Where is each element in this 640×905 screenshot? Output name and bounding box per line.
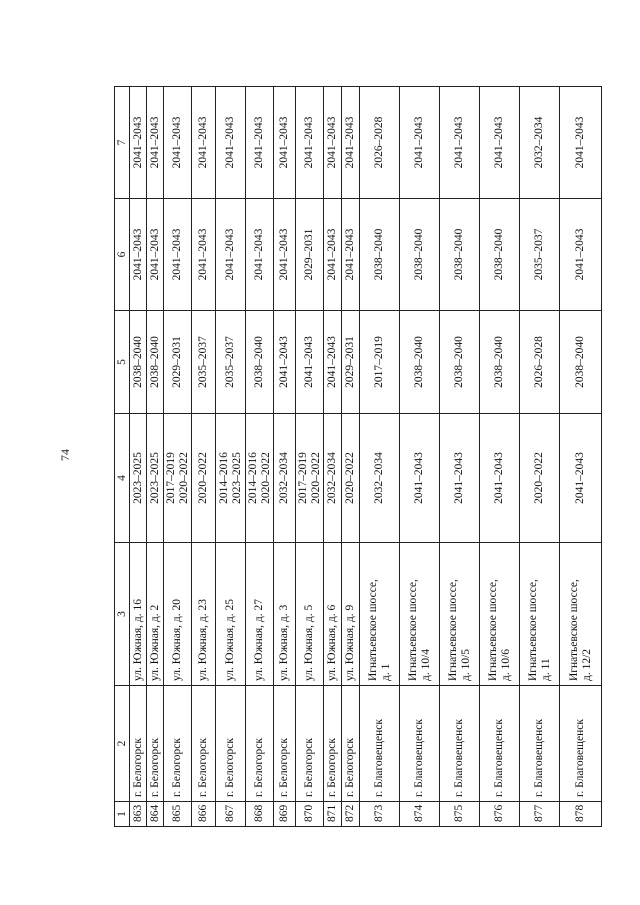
period-col7-cell: 2041–2043: [342, 87, 360, 199]
table-row: [560, 87, 602, 827]
address-cell-line: Игнатьевское шоссе,: [407, 579, 420, 681]
table-row: [324, 87, 342, 827]
period-col7-cell: 2041–2043: [560, 87, 602, 199]
period-col5-cell: 2035–2037: [216, 311, 246, 414]
period-col7-cell: 2041–2043: [400, 87, 440, 199]
table-row: [274, 87, 296, 827]
period-col5-cell: 2041–2043: [274, 311, 296, 414]
city-cell: г. Белогорск: [296, 686, 324, 802]
table-row: [130, 87, 147, 827]
page-number: 74: [58, 449, 72, 461]
header-cell: 7: [115, 87, 130, 199]
period-col4-cell-line: 2014–2016: [247, 452, 260, 504]
period-col7-cell: 2041–2043: [147, 87, 164, 199]
period-col4-cell-line: 2023–2025: [131, 452, 144, 504]
address-cell-line: Игнатьевское шоссе,: [487, 579, 500, 681]
period-col4-cell: [400, 414, 440, 543]
address-cell: [216, 543, 246, 686]
table-row: [147, 87, 164, 827]
row-number-cell: 868: [246, 802, 274, 827]
address-cell-line: ул. Южная, д. 20: [171, 598, 184, 681]
address-cell: [164, 543, 192, 686]
period-col4-cell: [342, 414, 360, 543]
period-col4-cell: [216, 414, 246, 543]
period-col6-cell: 2041–2043: [342, 199, 360, 311]
period-col6-cell: 2041–2043: [216, 199, 246, 311]
row-number-cell: 869: [274, 802, 296, 827]
city-cell: г. Белогорск: [130, 686, 147, 802]
row-number-cell: 878: [560, 802, 602, 827]
address-cell-line: ул. Южная, д. 2: [148, 604, 161, 681]
city-cell: г. Белогорск: [246, 686, 274, 802]
period-col5-cell: 2038–2040: [440, 311, 480, 414]
address-cell: [147, 543, 164, 686]
header-cell: 4: [115, 414, 130, 543]
period-col5-cell: 2041–2043: [296, 311, 324, 414]
period-col4-cell: [360, 414, 400, 543]
period-col7-cell: 2041–2043: [216, 87, 246, 199]
period-col6-cell: 2041–2043: [560, 199, 602, 311]
period-col4-cell: [130, 414, 147, 543]
row-number-cell: 873: [360, 802, 400, 827]
address-cell-line: д. 10/5: [459, 648, 472, 681]
period-col4-cell: [440, 414, 480, 543]
table-row: [192, 87, 216, 827]
period-col4-cell-line: 2023–2025: [230, 452, 243, 504]
address-cell: [192, 543, 216, 686]
address-cell: [246, 543, 274, 686]
period-col4-cell-line: 2020–2022: [259, 452, 272, 504]
city-cell: г. Благовещенск: [480, 686, 520, 802]
row-number-cell: 867: [216, 802, 246, 827]
address-cell: [130, 543, 147, 686]
period-col4-cell-line: 2020–2022: [309, 452, 322, 504]
address-cell-line: д. 10/4: [419, 648, 432, 681]
table-row: [164, 87, 192, 827]
address-cell: [296, 543, 324, 686]
period-col6-cell: 2038–2040: [360, 199, 400, 311]
period-col6-cell: 2041–2043: [147, 199, 164, 311]
period-col6-cell: 2038–2040: [400, 199, 440, 311]
period-col6-cell: 2041–2043: [324, 199, 342, 311]
period-col5-cell: 2029–2031: [342, 311, 360, 414]
row-number-cell: 875: [440, 802, 480, 827]
period-col4-cell: [520, 414, 560, 543]
address-cell-line: ул. Южная, д. 9: [344, 604, 357, 681]
period-col4-cell-line: 2023–2025: [148, 452, 161, 504]
period-col7-cell: 2041–2043: [296, 87, 324, 199]
address-cell-line: Игнатьевское шоссе,: [527, 579, 540, 681]
period-col4-cell: [192, 414, 216, 543]
row-number-cell: 871: [324, 802, 342, 827]
city-cell: г. Благовещенск: [520, 686, 560, 802]
period-col7-cell: 2041–2043: [440, 87, 480, 199]
table-row: [400, 87, 440, 827]
period-col4-cell-line: 2017–2019: [297, 452, 310, 504]
period-col4-cell-line: 2014–2016: [218, 452, 231, 504]
period-col4-cell-line: 2020–2022: [344, 452, 357, 504]
address-cell: [440, 543, 480, 686]
address-cell-line: ул. Южная, д. 23: [197, 598, 210, 681]
city-cell: г. Благовещенск: [400, 686, 440, 802]
period-col4-cell-line: 2032–2034: [326, 452, 339, 504]
table-row: [342, 87, 360, 827]
city-cell: г. Благовещенск: [440, 686, 480, 802]
row-number-cell: 864: [147, 802, 164, 827]
period-col4-cell: [480, 414, 520, 543]
period-col5-cell: 2035–2037: [192, 311, 216, 414]
table-row: [360, 87, 400, 827]
period-col7-cell: 2041–2043: [274, 87, 296, 199]
period-col7-cell: 2032–2034: [520, 87, 560, 199]
header-cell: 1: [115, 802, 130, 827]
address-cell-line: д. 10/6: [499, 648, 512, 681]
header-cell: 3: [115, 543, 130, 686]
period-col4-cell-line: 2041–2043: [493, 452, 506, 504]
period-col4-cell: [164, 414, 192, 543]
period-col5-cell: 2017–2019: [360, 311, 400, 414]
period-col4-cell-line: 2020–2022: [533, 452, 546, 504]
address-cell-line: ул. Южная, д. 6: [326, 604, 339, 681]
address-cell: [342, 543, 360, 686]
row-number-cell: 870: [296, 802, 324, 827]
period-col4-cell-line: 2041–2043: [453, 452, 466, 504]
period-col5-cell: 2029–2031: [164, 311, 192, 414]
header-cell: 5: [115, 311, 130, 414]
period-col5-cell: 2026–2028: [520, 311, 560, 414]
table-row: [296, 87, 324, 827]
period-col7-cell: 2041–2043: [192, 87, 216, 199]
address-cell-line: ул. Южная, д. 27: [253, 598, 266, 681]
period-col5-cell: 2038–2040: [246, 311, 274, 414]
period-col5-cell: 2038–2040: [130, 311, 147, 414]
address-cell-line: Игнатьевское шоссе,: [367, 579, 380, 681]
city-cell: г. Белогорск: [216, 686, 246, 802]
period-col6-cell: 2029–2031: [296, 199, 324, 311]
header-cell: 6: [115, 199, 130, 311]
table-body: [130, 87, 602, 827]
city-cell: г. Благовещенск: [560, 686, 602, 802]
city-cell: г. Белогорск: [192, 686, 216, 802]
table-row: [216, 87, 246, 827]
period-col4-cell: [147, 414, 164, 543]
address-cell: [480, 543, 520, 686]
table-row: [480, 87, 520, 827]
period-col4-cell: [296, 414, 324, 543]
period-col4-cell-line: 2020–2022: [197, 452, 210, 504]
row-number-cell: 863: [130, 802, 147, 827]
period-col6-cell: 2041–2043: [246, 199, 274, 311]
address-cell: [520, 543, 560, 686]
header-cell: 2: [115, 686, 130, 802]
row-number-cell: 876: [480, 802, 520, 827]
period-col6-cell: 2038–2040: [480, 199, 520, 311]
address-cell-line: ул. Южная, д. 16: [131, 598, 144, 681]
header-row: [115, 87, 130, 827]
table-row: [246, 87, 274, 827]
city-cell: г. Белогорск: [342, 686, 360, 802]
city-cell: г. Благовещенск: [360, 686, 400, 802]
table-row: [440, 87, 480, 827]
row-number-cell: 872: [342, 802, 360, 827]
period-col4-cell-line: 2032–2034: [278, 452, 291, 504]
schedule-table: [114, 86, 602, 827]
period-col6-cell: 2041–2043: [274, 199, 296, 311]
address-cell-line: д. 1: [379, 663, 392, 681]
address-cell: [400, 543, 440, 686]
period-col5-cell: 2038–2040: [147, 311, 164, 414]
period-col4-cell: [560, 414, 602, 543]
period-col6-cell: 2041–2043: [130, 199, 147, 311]
address-cell-line: д. 12/2: [580, 648, 593, 681]
period-col5-cell: 2041–2043: [324, 311, 342, 414]
address-cell-line: Игнатьевское шоссе,: [447, 579, 460, 681]
period-col4-cell: [274, 414, 296, 543]
period-col6-cell: 2041–2043: [192, 199, 216, 311]
row-number-cell: 874: [400, 802, 440, 827]
address-cell-line: ул. Южная, д. 25: [224, 598, 237, 681]
period-col7-cell: 2041–2043: [246, 87, 274, 199]
period-col4-cell-line: 2020–2022: [177, 452, 190, 504]
table-row: [520, 87, 560, 827]
address-cell-line: Игнатьевское шоссе,: [568, 579, 581, 681]
row-number-cell: 866: [192, 802, 216, 827]
period-col4-cell-line: 2041–2043: [413, 452, 426, 504]
address-cell: [360, 543, 400, 686]
row-number-cell: 877: [520, 802, 560, 827]
period-col7-cell: 2041–2043: [130, 87, 147, 199]
period-col4-cell-line: 2041–2043: [574, 452, 587, 504]
city-cell: г. Белогорск: [324, 686, 342, 802]
address-cell: [274, 543, 296, 686]
period-col5-cell: 2038–2040: [560, 311, 602, 414]
period-col7-cell: 2041–2043: [480, 87, 520, 199]
period-col4-cell: [324, 414, 342, 543]
city-cell: г. Белогорск: [164, 686, 192, 802]
address-cell-line: д. 11: [539, 658, 552, 681]
period-col7-cell: 2041–2043: [324, 87, 342, 199]
address-cell-line: ул. Южная, д. 5: [303, 604, 316, 681]
period-col4-cell-line: 2017–2019: [165, 452, 178, 504]
city-cell: г. Белогорск: [147, 686, 164, 802]
city-cell: г. Белогорск: [274, 686, 296, 802]
period-col7-cell: 2041–2043: [164, 87, 192, 199]
address-cell: [560, 543, 602, 686]
rotated-table-wrapper: [114, 87, 593, 827]
period-col6-cell: 2035–2037: [520, 199, 560, 311]
period-col7-cell: 2026–2028: [360, 87, 400, 199]
period-col4-cell-line: 2032–2034: [373, 452, 386, 504]
period-col6-cell: 2041–2043: [164, 199, 192, 311]
period-col6-cell: 2038–2040: [440, 199, 480, 311]
period-col5-cell: 2038–2040: [480, 311, 520, 414]
address-cell: [324, 543, 342, 686]
address-cell-line: ул. Южная, д. 3: [278, 604, 291, 681]
period-col5-cell: 2038–2040: [400, 311, 440, 414]
row-number-cell: 865: [164, 802, 192, 827]
period-col4-cell: [246, 414, 274, 543]
